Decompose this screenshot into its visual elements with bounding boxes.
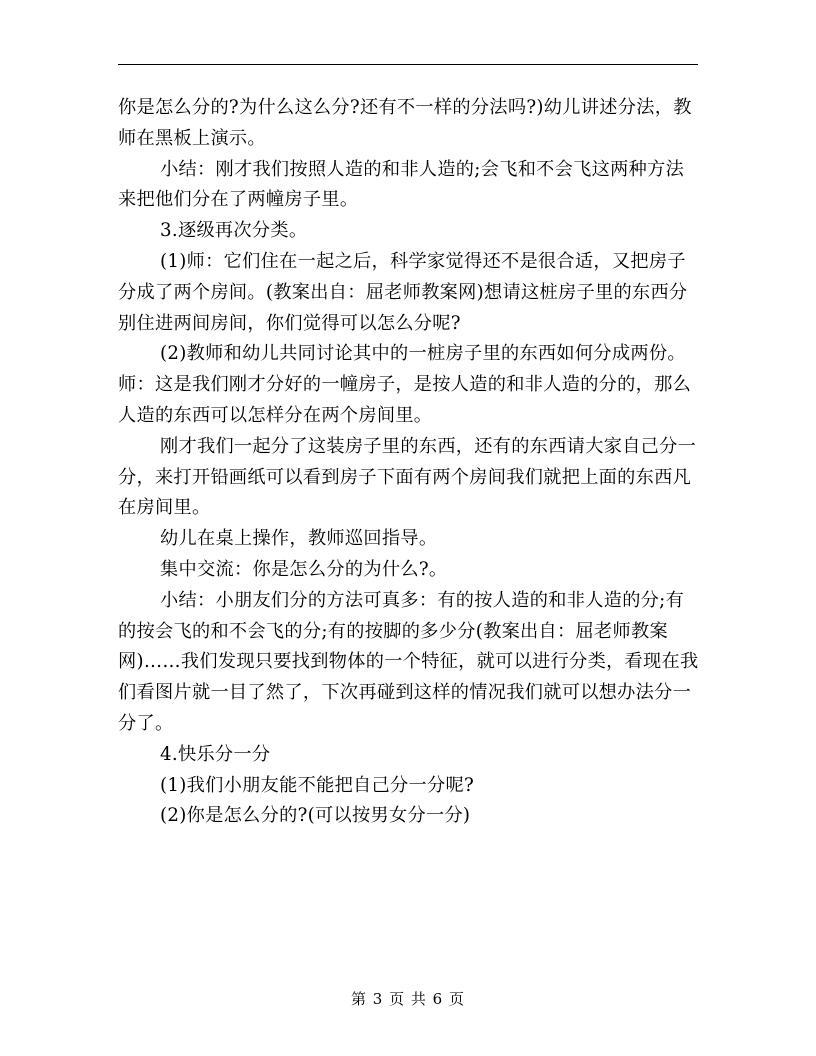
- page-footer: [0, 989, 816, 1009]
- paragraph-6: 刚才我们一起分了这装房子里的东西，还有的东西请大家自己分一分，来打开铅画纸可以看到房子下面有两个房间我们就把上面的东西凡在房间里。: [118, 435, 697, 519]
- paragraph-12: (2)你是怎么分的?(可以按男女分一分): [160, 805, 471, 827]
- paragraph-5: (2)教师和幼儿共同讨论其中的一桩房子里的东西如何分成两份。师：这是我们刚才分好的一幢房子，是按人造的和非人造的分的，那么人造的东西可以怎样分在两个房间里。: [118, 343, 692, 426]
- paragraph-11: (1)我们小朋友能不能把自己分一分呢?: [160, 774, 475, 796]
- paragraph-9: 小结：小朋友们分的方法可真多：有的按人造的和非人造的分;有的按会飞的和不会飞的分;有的按脚的多少分(教案出自：屈老师教案网)……我们发现只要找到物体的一个特征，就可以进行分类，看现在我们看图片就一目了然了，下次再碰到这样的情况我们就可以想办法分一分了。: [118, 589, 699, 734]
- paragraph-3: 3.逐级再次分类。: [160, 220, 308, 242]
- paragraph-4: (1)师：它们住在一起之后，科学家觉得还不是很合适，又把房子分成了两个房间。(教案出自：屈老师教案网)想请这桩房子里的东西分别住进两间房间，你们觉得可以怎么分呢?: [118, 250, 688, 334]
- paragraph-10: 4.快乐分一分: [160, 743, 271, 765]
- page-number-label: 第 3 页 共 6 页: [351, 990, 465, 1008]
- document-body: [118, 93, 700, 832]
- paragraph-7: 幼儿在桌上操作，教师巡回指导。: [160, 528, 438, 550]
- paragraph-8: 集中交流：你是怎么分的为什么?。: [160, 558, 448, 580]
- paragraph-1: 你是怎么分的?为什么这么分?还有不一样的分法吗?)幼儿讲述分法，教师在黑板上演示。: [118, 97, 692, 149]
- paragraph-2: 小结：刚才我们按照人造的和非人造的;会飞和不会飞这两种方法来把他们分在了两幢房子里。: [118, 158, 685, 211]
- header-divider: [118, 64, 698, 65]
